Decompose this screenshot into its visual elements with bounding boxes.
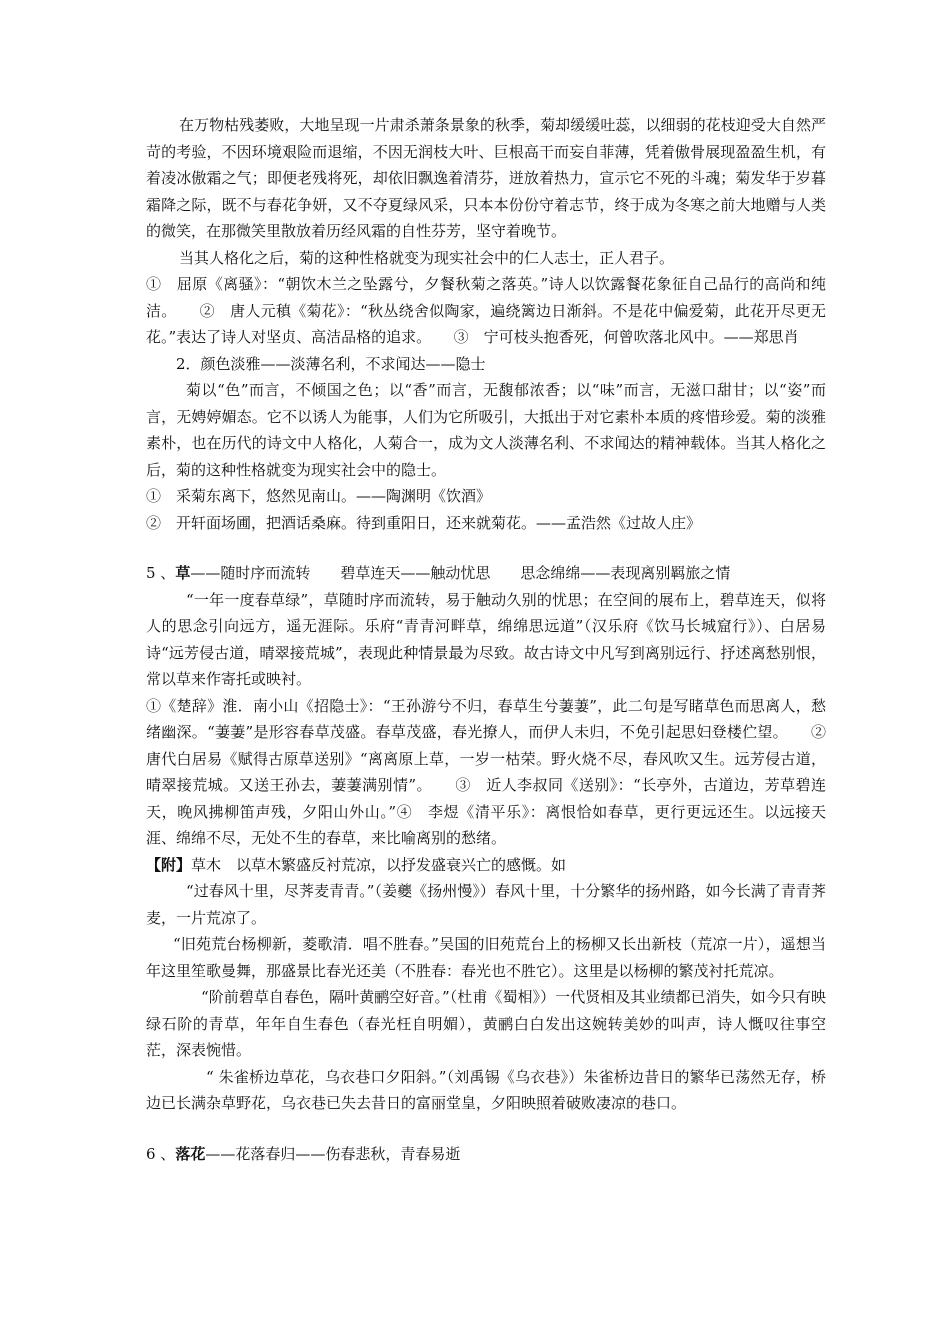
section-gap (146, 536, 826, 560)
section-gap (146, 1117, 826, 1141)
section-number: 5 、 (146, 564, 176, 582)
section-heading-fallen-flowers (146, 1141, 826, 1168)
quote-jiang-kui: “过春风十里，尽荠麦青青。”（姜夔《扬州慢》）春风十里，十分繁华的扬州路，如今长满了青青荠麦，一片荒凉了。 (146, 882, 826, 927)
section-number: 6 、 (146, 1144, 176, 1163)
paragraph-chrysanthemum-color: 菊以“色”而言，不倾国之色；以“香”而言，无馥郁浓香；以“味”而言，无滋口甜甘；以“姿”而言，无娉婷媚态。它不以诱人为能事，人们为它所吸引，大抵出于对它素朴本质的疼惜珍爱。菊的淡雅素朴，也在历代的诗文中人格化，人菊合一，成为文人淡薄名利、不求闻达的精神载体。当其人格化之后，菊的这种性格就变为现实社会中的隐士。 (146, 381, 826, 479)
quote-du-fu: “阶前碧草自春色，隔叶黄鹂空好音。”（杜甫《蜀相》）一代贤相及其业绩都已消失，如今只有映绿石阶的青草，年年自生春色（春光枉自明媚），黄鹂白白发出这婉转美妙的叫声，诗人慨叹往事空茫，深表惋惜。 (146, 988, 826, 1059)
subheading-color-elegant: 2．颜色淡雅——淡薄名利，不求闻达——隐士 (176, 354, 486, 373)
document-page (146, 112, 842, 1167)
quote-liu-yuxi: “ 朱雀桥边草花，乌衣巷口夕阳斜。”（刘禹锡《乌衣巷》）朱雀桥边昔日的繁华已荡然无存，桥边已长满杂草野花，乌衣巷已失去昔日的富丽堂皇，夕阳映照着破败凄凉的巷口。 (146, 1067, 826, 1112)
example-tao-yuanming: ① 采菊东离下，悠然见南山。——陶渊明《饮酒》 (146, 487, 492, 505)
paragraph-poem-examples: ① 屈原《离骚》：“朝饮木兰之坠露兮，夕餐秋菊之落英。”诗人以饮露餐花象征自己品行的高尚和纯洁。 ② 唐人元稹《菊花》：“秋丛绕舍似陶家，遍绕篱边日渐斜。不是花中偏爱菊，此花开尽更无花。”表达了诗人对坚贞、高洁品格的追求。 ③ 宁可枝头抱香死，何曾吹落北风中。——郑思肖 (146, 275, 826, 346)
section-subtitle: ——花落春归——伤春悲秋，青春易逝 (205, 1144, 461, 1163)
appendix-label: 【附】 (146, 855, 192, 874)
paragraph-chrysanthemum-intro: 在万物枯残萎败，大地呈现一片肃杀萧条景象的秋季，菊却缓缓吐蕊，以细弱的花枝迎受大自然严苛的考验，不因环境艰险而退缩，不因无润枝大叶、巨根高干而妄自菲薄，凭着傲骨展现盈盈生机，有着凌冰傲霜之气；即便老残将死，却依旧飘逸着清芬，迸放着热力，宣示它不死的斗魂；菊发华于岁暮霜降之际，既不与春花争妍，又不夺夏绿风采，只本本份份守着志节，终于成为冬寒之前大地赠与人类的微笑，在那微笑里散放着历经风霜的自性芬芳，坚守着晚节。 (146, 116, 826, 240)
section-subtitle: ——随时序而流转 碧草连天——触动忧思 思念绵绵——表现离别羁旅之情 (190, 564, 731, 582)
quote-old-garden: “旧苑荒台杨柳新，菱歌清．唱不胜春。”吴国的旧苑荒台上的杨柳又长出新枝（荒凉一片），遥想当年这里笙歌曼舞，那盛景比春光还美（不胜春：春光也不胜它）。这里是以杨柳的繁茂衬托荒凉。 (146, 935, 826, 980)
section-title: 草 (175, 564, 191, 582)
paragraph-grass-intro: “一年一度春草绿”，草随时序而流转，易于触动久别的忧思；在空间的展布上，碧草连天，似将人的思念引向远方，遥无涯际。乐府“青青河畔草，绵绵思远道”（汉乐府《饮马长城窟行》）、白居易诗“远芳侵古道，晴翠接荒城”，表现此种情景最为尽致。故古诗文中凡写到离别远行、抒述离愁别恨，常以草来作寄托或映衬。 (146, 590, 826, 688)
section-heading-grass (146, 560, 826, 587)
example-meng-haoran: ② 开轩面场圃，把酒话桑麻。待到重阳日，还来就菊花。——孟浩然《过故人庄》 (146, 513, 702, 532)
section-title: 落花 (175, 1144, 206, 1163)
paragraph-personification: 当其人格化之后，菊的这种性格就变为现实社会中的仁人志士，正人君子。 (179, 248, 675, 267)
paragraph-grass-examples: ①《楚辞》淮．南小山《招隐士》：“王孙游兮不归，春草生兮萋萋”，此二句是写睹草色而思离人，愁绪幽深。“萋萋”是形容春草茂盛。春草茂盛，春光撩人，而伊人未归，不免引起思妇登楼伫望。 ② 唐代白居易《赋得古原草送别》“离离原上草，一岁一枯荣。野火烧不尽，春风吹又生。远芳侵古道，晴翠接荒城。又送王孙去，萋萋满别情”。 ③ 近人李叔同《送别》：“长亭外，古道边，芳草碧连天，晚风拂柳笛声残，夕阳山外山。”④ 李煜《清平乐》：离恨恰如春草，更行更远还生。以远接天涯、绵绵不尽，无处不生的春草，来比喻离别的愁绪。 (146, 696, 842, 847)
appendix-text: 草木 以草木繁盛反衬荒凉，以抒发盛衰兴亡的感慨。如 (191, 855, 567, 874)
paragraph-appendix (146, 852, 826, 879)
